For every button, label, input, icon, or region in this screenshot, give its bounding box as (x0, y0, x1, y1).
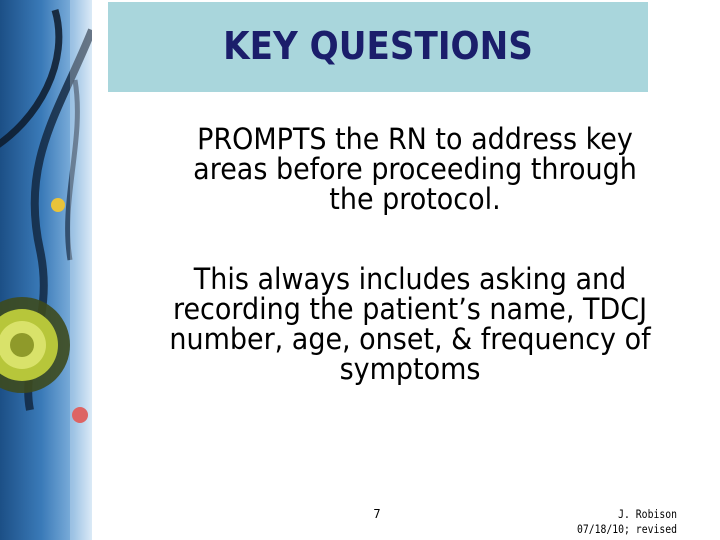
footer-credit (544, 507, 677, 537)
body-paragraph-includes: This always includes asking and recording the patient’s name, TDCJ number, age, onset, & frequency of symptoms (169, 262, 651, 386)
page-number: 7 (373, 507, 381, 521)
slide-title: KEY QUESTIONS (223, 24, 533, 68)
stethoscope-icon (0, 0, 92, 540)
title-banner (108, 2, 648, 92)
body-paragraph-prompts: PROMPTS the RN to address key areas before proceeding through the protocol. (193, 122, 637, 216)
footer-date: 07/18/10; revised (576, 522, 677, 536)
sidebar-decoration (0, 0, 92, 540)
footer-author: J. Robison (618, 507, 677, 521)
